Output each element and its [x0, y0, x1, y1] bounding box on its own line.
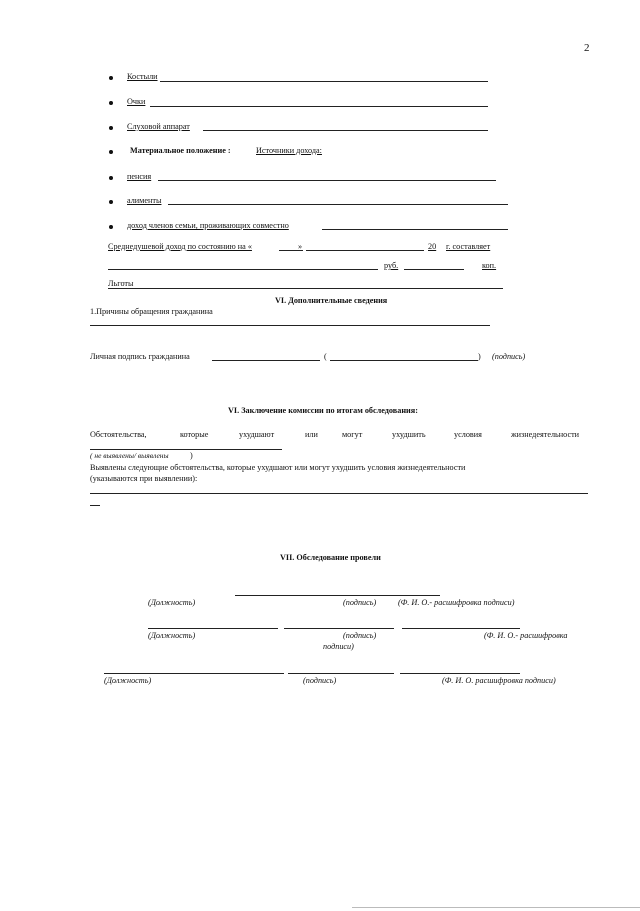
pension-line[interactable]: [158, 180, 496, 181]
kop-line[interactable]: [404, 269, 464, 270]
avg-income-month-line[interactable]: [306, 250, 424, 251]
conclusion-word: ухудшают: [239, 430, 275, 439]
section-extra-title: VI. Дополнительные сведения: [275, 296, 388, 305]
survey-row3-sign: (подпись): [303, 676, 337, 685]
found-line-1[interactable]: [90, 493, 588, 494]
survey-row2-position-line[interactable]: [148, 628, 278, 629]
survey-row3-position-line[interactable]: [104, 673, 284, 674]
conclusion-word: жизнедеятельности: [511, 430, 580, 439]
section-survey-title: VII. Обследование провели: [280, 553, 381, 562]
survey-row3-position: (Должность): [104, 676, 152, 685]
signature-label: Личная подпись гражданина: [90, 352, 190, 361]
paren-close: ): [478, 352, 481, 361]
bullet: [109, 200, 113, 204]
survey-row3-sign-line[interactable]: [288, 673, 394, 674]
paren-open: (: [324, 352, 327, 361]
found-hint: ( не выявлены/ выявлены: [90, 451, 169, 460]
survey-row2-fio: (Ф. И. О.- расшифровка: [484, 631, 568, 640]
aid-crutches-line[interactable]: [160, 81, 488, 82]
family-income-label: доход членов семьи, проживающих совместно: [127, 221, 289, 230]
aid-hearing-label: Слуховой аппарат: [127, 122, 190, 131]
aid-hearing-line[interactable]: [203, 130, 488, 131]
conclusion-word: Обстоятельства,: [90, 430, 147, 439]
bullet: [109, 101, 113, 105]
survey-row2-fio-2: подписи): [323, 642, 354, 651]
conclusion-word: или: [305, 430, 318, 439]
aid-glasses-line[interactable]: [150, 106, 488, 107]
bullet: [109, 176, 113, 180]
alimony-line[interactable]: [168, 204, 508, 205]
family-income-line[interactable]: [322, 229, 508, 230]
bullet: [109, 225, 113, 229]
reasons-label: 1.Причины обращения гражданина: [90, 307, 213, 316]
found-line-2[interactable]: [90, 505, 100, 506]
avg-income-prefix: Среднедушевой доход по состоянию на «: [108, 242, 252, 251]
survey-row2-sign: (подпись): [343, 631, 377, 640]
conclusion-word: ухудшить: [392, 430, 426, 439]
conclusion-word: могут: [342, 430, 363, 439]
bullet: [109, 126, 113, 130]
signature-hint: (подпись): [492, 352, 526, 361]
bullet: [109, 76, 113, 80]
found-text-2: (указываются при выявлении):: [90, 474, 198, 483]
rub-label: руб.: [384, 261, 399, 270]
found-text: Выявлены следующие обстоятельства, которые ухудшают или могут ухудшить условия жизнедеятельности: [90, 463, 466, 472]
aid-glasses-label: Очки: [127, 97, 146, 106]
avg-income-quote-close: »: [298, 242, 303, 251]
material-label: Материальное положение :: [130, 146, 231, 155]
benefits-line[interactable]: [108, 288, 503, 289]
bullet: [109, 150, 113, 154]
survey-row1-line[interactable]: [235, 595, 440, 596]
rub-line[interactable]: [108, 269, 378, 270]
scan-artifact-line: [352, 907, 640, 908]
survey-row1-position: (Должность): [148, 598, 196, 607]
section-conclusion-title: VI. Заключение комиссии по итогам обследования:: [228, 406, 418, 415]
reasons-line[interactable]: [90, 325, 490, 326]
signature-line[interactable]: [212, 360, 320, 361]
page-number: 2: [584, 42, 590, 54]
pension-label: пенсия: [127, 172, 152, 181]
found-hint-close: ): [190, 451, 193, 460]
benefits-label: Льготы: [108, 279, 134, 288]
alimony-label: алименты: [127, 196, 162, 205]
signature-decoding-line[interactable]: [330, 360, 478, 361]
kop-label: коп.: [482, 261, 497, 270]
conclusion-line[interactable]: [90, 449, 282, 450]
survey-row1-sign: (подпись): [343, 598, 377, 607]
survey-row2-fio-line[interactable]: [402, 628, 520, 629]
aid-crutches-label: Костыли: [127, 72, 158, 81]
survey-row3-fio: (Ф. И. О. расшифровка подписи): [442, 676, 556, 685]
avg-income-year-suffix: г. составляет: [446, 242, 491, 251]
survey-row1-fio: (Ф. И. О.- расшифровка подписи): [398, 598, 515, 607]
conclusion-word: которые: [180, 430, 209, 439]
survey-row2-sign-line[interactable]: [284, 628, 394, 629]
avg-income-year-prefix: 20: [428, 242, 437, 251]
survey-row2-position: (Должность): [148, 631, 196, 640]
conclusion-word: условия: [454, 430, 482, 439]
survey-row3-fio-line[interactable]: [400, 673, 520, 674]
income-sources-label: Источники дохода:: [256, 146, 322, 155]
